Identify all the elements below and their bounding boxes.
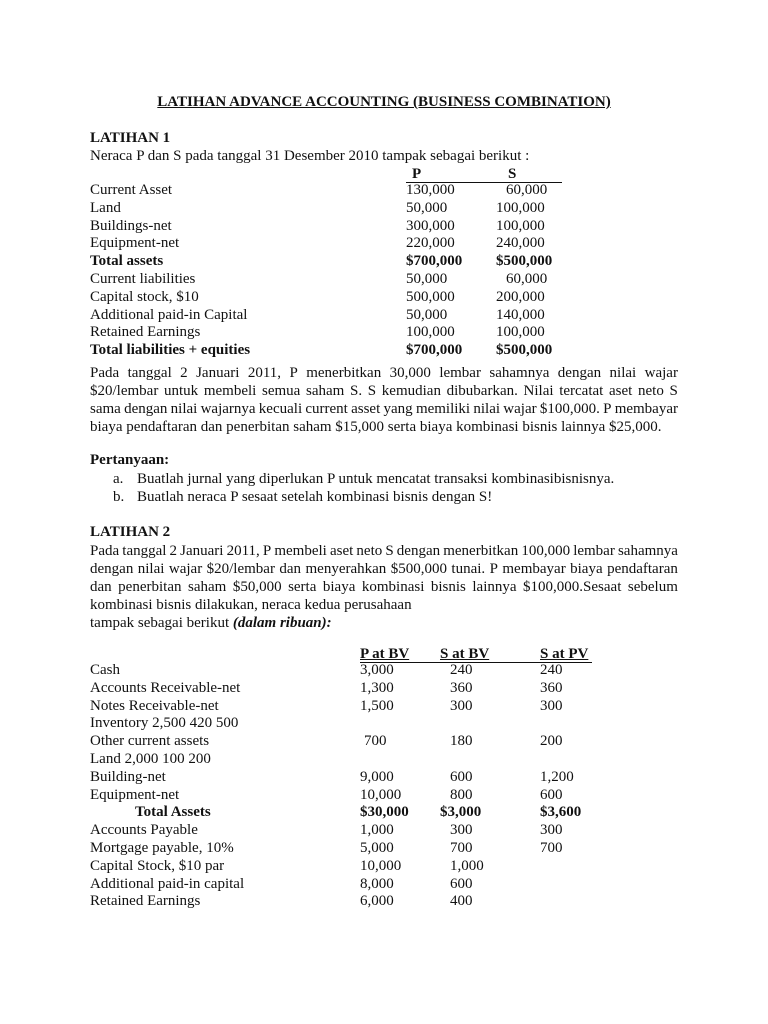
questions-list [90,470,614,506]
row-label: Capital stock, $10 [90,288,199,305]
cell-spv: 700 [540,840,563,856]
cell-s: 200,000 [496,288,545,305]
table-row [90,680,690,698]
latihan1-heading: LATIHAN 1 [90,130,171,146]
cell-sbv: 300 [450,822,473,839]
cell-p: 50,000 [406,271,448,287]
row-label: Other current assets [90,733,210,750]
cell-sbv: 400 [450,893,473,910]
latihan1-paragraph [90,364,678,436]
table-row [90,200,690,218]
paragraph-line: biaya pendaftaran dan penerbitan saham $15,000 serta biaya kombinasi bisnis lainnya $25,000. [90,419,662,435]
cell-s: 60,000 [506,182,548,198]
row-label: Accounts Payable [90,822,198,839]
table-row [90,751,690,769]
row-label: Capital Stock, $10 par [90,857,225,874]
cell-pbv: 10,000 [360,857,402,874]
cell-p: 130,000 [406,182,455,198]
cell-pbv: 9,000 [360,768,394,785]
unit-note: (dalam ribuan): [232,615,332,631]
cell-s: $500,000 [496,342,553,359]
cell-p: $700,000 [406,342,463,359]
paragraph-line: dengan nilai wajar $20/lembar dan menyerahkan $500,000 tunai. P membayar biaya pendaftaran [90,561,678,577]
cell-p: 50,000 [406,199,448,216]
row-label: Land 2,000 100 200 [90,751,211,767]
table-row [90,698,690,716]
cell-p: 300,000 [406,217,455,234]
table-row [90,858,690,876]
row-label: Mortgage payable, 10% [90,840,234,856]
table-row [90,182,690,200]
cell-s: 100,000 [496,199,545,216]
table-row [90,787,690,805]
paragraph-line: $20/lembar untuk membeli semua saham S. S kemudian dibubarkan. Nilai tercatat aset neto S [90,383,678,399]
row-label: Equipment-net [90,235,180,252]
row-label: Total liabilities + equities [90,342,251,359]
cell-spv: 240 [540,662,563,678]
questions-heading: Pertanyaan: [90,452,170,468]
cell-s: 100,000 [496,217,545,234]
paragraph-line: dan penerbitan saham $50,000 serta biaya kombinasi bisnis lainnya $100,000.Sesaat sebelum [90,579,678,595]
table-row [90,822,690,840]
table-row [90,715,690,733]
row-label: Current liabilities [90,271,196,287]
row-label: Equipment-net [90,786,180,803]
row-label: Retained Earnings [90,893,201,910]
table-row [90,662,690,680]
table-row [90,893,690,911]
cell-sbv: 240 [450,662,473,678]
col-header-s-pv: S at PV [540,646,589,662]
cell-pbv: $30,000 [360,804,409,821]
row-label: Current Asset [90,182,173,198]
cell-sbv: 600 [450,768,473,785]
cell-pbv: 1,500 [360,697,394,714]
cell-sbv: 700 [450,840,473,856]
cell-spv: 1,200 [540,768,574,785]
table-row [90,840,690,858]
paragraph-line: Pada tanggal 2 Januari 2011, P membeli aset neto S dengan menerbitkan 100,000 lembar sahamnya [90,543,678,559]
cell-sbv: 1,000 [450,857,484,874]
cell-p: 500,000 [406,288,455,305]
table-row [90,253,690,271]
table-row [90,307,690,325]
cell-pbv: 5,000 [360,840,394,856]
col-header-s-bv: S at BV [440,646,490,662]
cell-pbv: 10,000 [360,786,402,803]
question-item: a. Buatlah jurnal yang diperlukan P untuk mencatat transaksi kombinasibisnisnya. [113,471,615,487]
row-label: Retained Earnings [90,324,201,341]
row-label: Accounts Receivable-net [90,679,241,696]
row-label: Total Assets [135,804,211,821]
row-label: Buildings-net [90,217,172,234]
paragraph-line: Pada tanggal 2 Januari 2011, P menerbitkan 30,000 lembar sahamnya dengan nilai wajar [90,365,678,381]
latihan1-intro: Neraca P dan S pada tanggal 31 Desember 2010 tampak sebagai berikut : [90,148,530,164]
cell-p: 100,000 [406,324,455,341]
table-row [90,733,690,751]
paragraph-line: sama dengan nilai wajarnya kecuali current asset yang memiliki nilai wajar $100,000. P membayar [90,401,678,417]
row-label: Notes Receivable-net [90,697,219,714]
row-label: Cash [90,662,120,678]
cell-p: 220,000 [406,235,455,252]
cell-s: $500,000 [496,253,553,270]
cell-sbv: 180 [450,733,473,750]
table-row [90,324,690,342]
table-row [90,289,690,307]
cell-p: 50,000 [406,306,448,323]
cell-s: 60,000 [506,271,548,287]
latihan2-heading: LATIHAN 2 [90,524,171,540]
table-row [90,271,690,289]
cell-s: 240,000 [496,235,545,252]
cell-pbv: 700 [364,733,387,750]
cell-spv: 200 [540,733,563,750]
row-label: Inventory 2,500 420 500 [90,715,239,732]
cell-spv: $3,600 [540,804,582,821]
cell-s: 100,000 [496,324,545,341]
row-label: Additional paid-in Capital [90,306,248,323]
table-row [90,218,690,236]
cell-sbv: $3,000 [440,804,482,821]
cell-spv: 600 [540,786,563,803]
col-header-p-bv: P at BV [360,646,410,662]
table-row [90,769,690,787]
row-label: Additional paid-in capital [90,875,245,892]
paragraph-line: tampak sebagai berikut (dalam ribuan): [90,615,332,631]
table-row [90,804,690,822]
cell-pbv: 1,000 [360,822,394,839]
cell-spv: 300 [540,697,563,714]
cell-spv: 300 [540,822,563,839]
cell-pbv: 8,000 [360,875,394,892]
cell-sbv: 300 [450,697,473,714]
question-item: b. Buatlah neraca P sesaat setelah kombinasi bisnis dengan S! [113,489,493,505]
col-header-s: S [508,166,517,182]
cell-spv: 360 [540,679,563,696]
table-row [90,235,690,253]
row-label: Land [90,199,121,216]
row-label: Total assets [90,253,164,270]
table-row [90,876,690,894]
cell-sbv: 600 [450,875,473,892]
cell-pbv: 1,300 [360,679,394,696]
cell-pbv: 6,000 [360,893,394,910]
table-row [90,342,690,360]
cell-p: $700,000 [406,253,463,270]
cell-sbv: 360 [450,679,473,696]
cell-sbv: 800 [450,786,473,803]
latihan2-paragraph [90,542,678,632]
cell-s: 140,000 [496,306,545,323]
document-title: LATIHAN ADVANCE ACCOUNTING (BUSINESS COMBINATION) [157,94,611,110]
row-label: Building-net [90,768,166,785]
cell-pbv: 3,000 [360,662,394,678]
col-header-p: P [412,166,422,182]
paragraph-line: kombinasi bisnis dilakukan, neraca kedua perusahaan [90,597,412,613]
